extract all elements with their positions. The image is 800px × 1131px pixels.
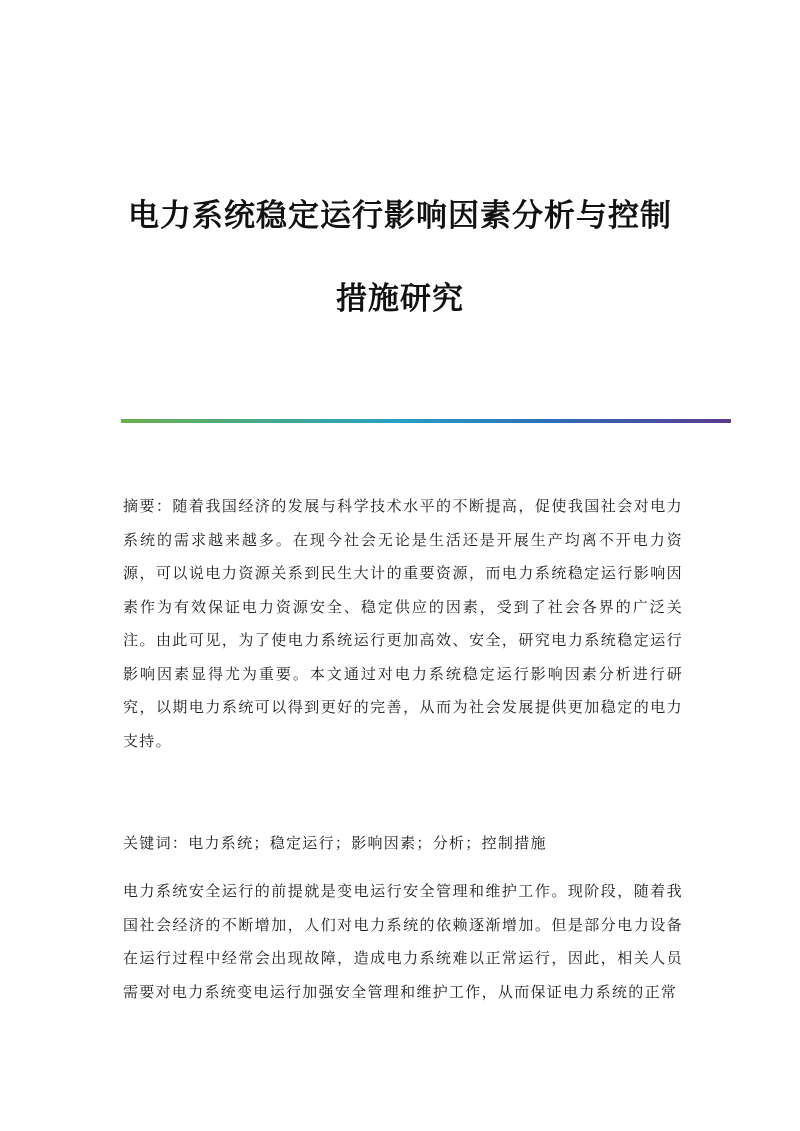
title-divider (121, 419, 731, 423)
keywords-paragraph: 关键词：电力系统；稳定运行；影响因素；分析；控制措施 (123, 834, 547, 852)
body-paragraph: 电力系统安全运行的前提就是变电运行安全管理和维护工作。现阶段，随着我国社会经济的不断增加，人们对电力系统的依赖逐渐增加。但是部分电力设备在运行过程中经常会出现故障，造成电力系统难以正常运行，因此，相关人员需要对电力系统变电运行加强安全管理和维护工作，从而保证电力系统的正常 (123, 882, 683, 1001)
document-title-line-2: 措施研究 (336, 281, 464, 317)
abstract-paragraph: 摘要：随着我国经济的发展与科学技术水平的不断提高，促使我国社会对电力系统的需求越来越多。在现今社会无论是生活还是开展生产均离不开电力资源，可以说电力资源关系到民生大计的重要资源，而电力系统稳定运行影响因素作为有效保证电力资源安全、稳定供应的因素，受到了社会各界的广泛关注。由此可见，为了使电力系统运行更加高效、安全，研究电力系统稳定运行影响因素显得尤为重要。本文通过对电力系统稳定运行影响因素分析进行研究，以期电力系统可以得到更好的完善，从而为社会发展提供更加稳定的电力支持。 (123, 497, 683, 750)
document-title-line-1: 电力系统稳定运行影响因素分析与控制 (128, 198, 672, 234)
